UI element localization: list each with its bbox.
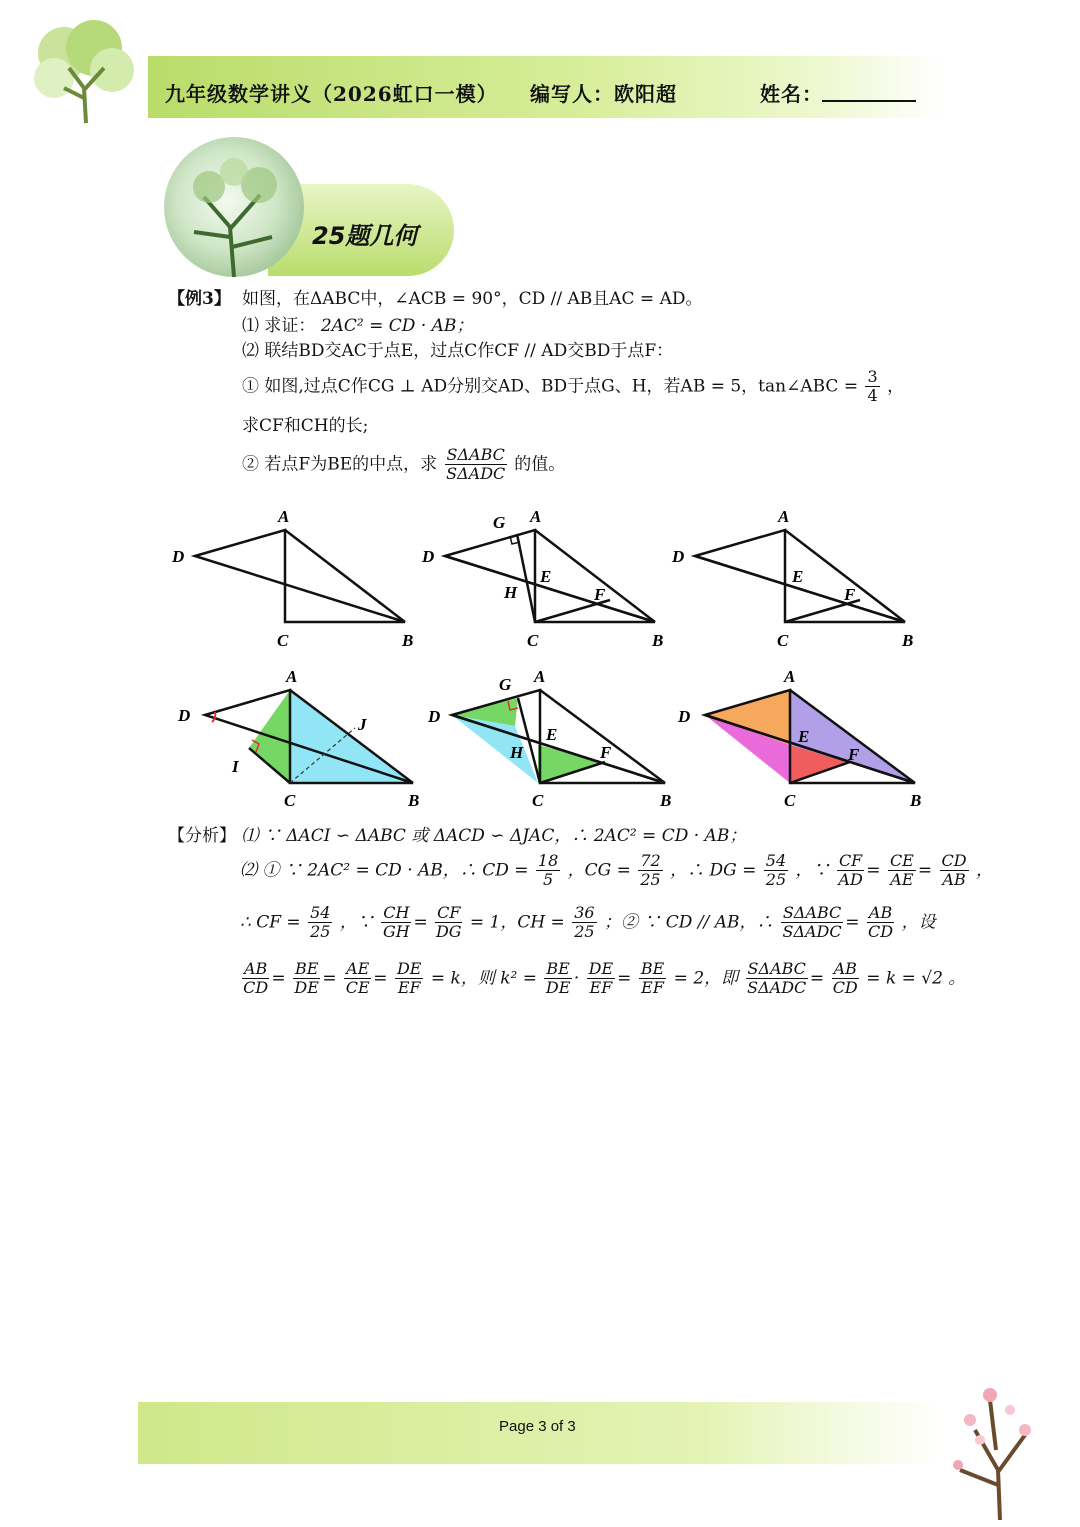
part1	[242, 318, 473, 335]
tree-logo	[24, 18, 144, 128]
analysis-label: 【分析】	[168, 826, 236, 846]
fig5-label-B: B	[660, 791, 672, 810]
fraction: $\frac{AB}{CD}$	[868, 903, 894, 942]
fraction: $\frac{BE}{DE}$	[545, 959, 571, 998]
analysis-text: ，∴ DG =	[670, 860, 757, 881]
analysis-text: ⑵ ① ∵ 2AC² = CD · AB，∴ CD =	[240, 860, 529, 881]
fig5-label-E: E	[546, 725, 558, 744]
fraction: $\frac{AE}{CE}$	[345, 959, 370, 998]
analysis-text: = k，则 k² =	[430, 968, 537, 989]
fig5-label-H: H	[510, 743, 524, 762]
fig4-label-B: B	[408, 791, 420, 810]
fraction: $\frac{DE}{EF}$	[588, 959, 614, 998]
header-title: 九年级数学讲义（2026虹口一模）	[165, 82, 498, 106]
analysis-text: = 1，CH =	[469, 912, 565, 933]
fig1-label-A: A	[278, 507, 290, 526]
fraction: $\frac{CD}{AB}$	[941, 851, 967, 890]
fig6-label-C: C	[784, 791, 796, 810]
tan-fraction: $\frac{3}{4}$	[867, 367, 878, 406]
geometry-figures	[160, 500, 940, 820]
analysis-text: ，CG =	[567, 860, 631, 881]
fig4-label-A: A	[286, 667, 298, 686]
fig5-label-G: G	[499, 675, 512, 694]
fig4-label-J: J	[358, 715, 367, 734]
fig1-label-B: B	[402, 631, 414, 650]
analysis-text: ；② ∵ CD // AB，∴	[603, 912, 774, 933]
sub1-question: 求CF和CH的长;	[242, 416, 369, 436]
fig3-label-A: A	[778, 507, 790, 526]
analysis-text: ，设	[901, 912, 936, 933]
fraction: $\frac{DE}{EF}$	[396, 959, 422, 998]
fraction: $\frac{\text{SΔABC}}{\text{SΔADC}}$	[782, 903, 842, 942]
fig6-label-D: D	[678, 707, 691, 726]
analysis-text: = k = √2 。	[866, 968, 966, 989]
fraction: $\frac{BE}{EF}$	[640, 959, 665, 998]
sub2-line	[242, 446, 565, 484]
fraction: $\frac{54}{25}$	[310, 903, 331, 942]
fraction: $\frac{BE}{DE}$	[294, 959, 319, 998]
header-name-label: 姓名：	[760, 82, 823, 106]
fig2-label-D: D	[422, 547, 435, 566]
fig5-label-F: F	[600, 743, 612, 762]
problem-label: 【例3】	[168, 289, 231, 309]
analysis-line-3: ∴ CF = $\frac{54}{25}$ ，∵ $\frac{CH}{GH}$ = $\frac{CF}{DG}$ = 1，CH = $\frac{36}{25}$ ；② ∵ CD // AB，∴ $\frac{\text{SΔABC}}{\text{SΔADC}}$ = $\frac{AB}{CD}$ ，设	[240, 903, 936, 942]
figure-6	[705, 690, 915, 783]
fraction: $\frac{\text{SΔABC}}{\text{SΔADC}}$	[747, 959, 807, 998]
sub2-end: 的值。	[514, 454, 566, 475]
fig2-label-F: F	[594, 585, 606, 604]
fraction: $\frac{54}{25}$	[765, 851, 787, 890]
fig5-label-D: D	[428, 707, 441, 726]
fraction: $\frac{CH}{GH}$	[382, 903, 410, 942]
fig6-label-A: A	[784, 667, 796, 686]
analysis-text: ∴ CF =	[240, 912, 301, 933]
problem-intro: 如图，在ΔABC中，∠ACB = 90°，CD // AB且AC = AD。	[242, 289, 703, 309]
fraction: $\frac{CF}{AD}$	[838, 851, 863, 890]
fig5-label-C: C	[532, 791, 544, 810]
analysis-text: ，∵	[339, 912, 374, 933]
sub1-line	[242, 368, 904, 406]
fig6-label-E: E	[798, 727, 810, 746]
analysis-text: = 2，即	[673, 968, 739, 989]
fig3-label-E: E	[792, 567, 804, 586]
fig2-label-C: C	[527, 631, 539, 650]
fig4-label-C: C	[284, 791, 296, 810]
analysis-line-4: $\frac{AB}{CD}$ = $\frac{BE}{DE}$ = $\frac{AE}{CE}$ = $\frac{DE}{EF}$ = k，则 k² = $\frac{BE}{DE}$ · $\frac{DE}{EF}$ = $\frac{BE}{EF}$ = 2，即 $\frac{\text{SΔABC}}{\text{SΔADC}}$ = $\frac{AB}{CD}$ = k = √2 。	[243, 959, 966, 998]
header-author: 编写人：欧阳超	[530, 82, 677, 106]
fraction: $\frac{CF}{DG}$	[435, 903, 462, 942]
tree-circle-image	[164, 137, 304, 277]
fig3-label-F: F	[844, 585, 856, 604]
analysis-line-1	[168, 828, 746, 845]
analysis-text: ，∵	[795, 860, 830, 881]
figure-5	[452, 690, 665, 783]
fraction: $\frac{CE}{AE}$	[889, 851, 914, 890]
section-title: 25题几何	[312, 222, 418, 250]
fraction: $\frac{72}{25}$	[640, 851, 661, 890]
fig1-label-C: C	[277, 631, 289, 650]
fig4-label-I: I	[232, 757, 239, 776]
fraction: $\frac{18}{5}$	[537, 851, 559, 890]
fraction: $\frac{AB}{CD}$	[243, 959, 269, 998]
sub2-text: ② 若点F为BE的中点，求	[242, 454, 438, 475]
part2-label: ⑵ 联结BD交AC于点E，过点C作CF // AD交BD于点F：	[242, 341, 674, 361]
area-ratio-fraction: $\frac{\text{SΔABC}}{\text{SΔADC}}$	[446, 445, 506, 484]
fig2-label-B: B	[652, 631, 664, 650]
fraction: $\frac{36}{25}$	[574, 903, 595, 942]
fig3-label-D: D	[672, 547, 685, 566]
page-number: Page 3 of 3	[499, 1418, 576, 1435]
analysis-line-2: ⑵ ① ∵ 2AC² = CD · AB，∴ CD = $\frac{18}{5}$ ，CG = $\frac{72}{25}$ ，∴ DG = $\frac{54}{25}$ ，∵ $\frac{CF}{AD}$ = $\frac{CE}{AE}$ = $\frac{CD}{AB}$ ，	[240, 851, 993, 890]
fig2-label-A: A	[530, 507, 542, 526]
fig5-label-A: A	[534, 667, 546, 686]
fig1-label-D: D	[172, 547, 185, 566]
fig2-label-G: G	[493, 513, 506, 532]
part1-expr: 2AC² = CD · AB；	[320, 316, 474, 336]
part1-label: ⑴ 求证：	[242, 316, 316, 336]
fig6-label-B: B	[910, 791, 922, 810]
fig6-label-F: F	[848, 745, 860, 764]
fraction: $\frac{AB}{CD}$	[832, 959, 858, 998]
sub1-comma: ，	[887, 376, 905, 397]
name-blank-line	[822, 100, 916, 102]
blossom-tree-image	[930, 1360, 1050, 1520]
fig3-label-B: B	[902, 631, 914, 650]
fig3-label-C: C	[777, 631, 789, 650]
analysis-text: ，	[976, 860, 993, 881]
fig2-label-E: E	[540, 567, 552, 586]
fig4-label-D: D	[178, 706, 191, 725]
sub1-text: ① 如图,过点C作CG ⊥ AD分别交AD、BD于点G、H，若AB = 5，tan∠ABC =	[242, 376, 859, 397]
fig2-label-H: H	[504, 583, 518, 602]
analysis-part1: ⑴ ∵ ΔACI ∽ ΔABC 或 ΔACD ∽ ΔJAC，∴ 2AC² = CD · AB；	[241, 826, 747, 846]
figure-1	[195, 530, 405, 622]
